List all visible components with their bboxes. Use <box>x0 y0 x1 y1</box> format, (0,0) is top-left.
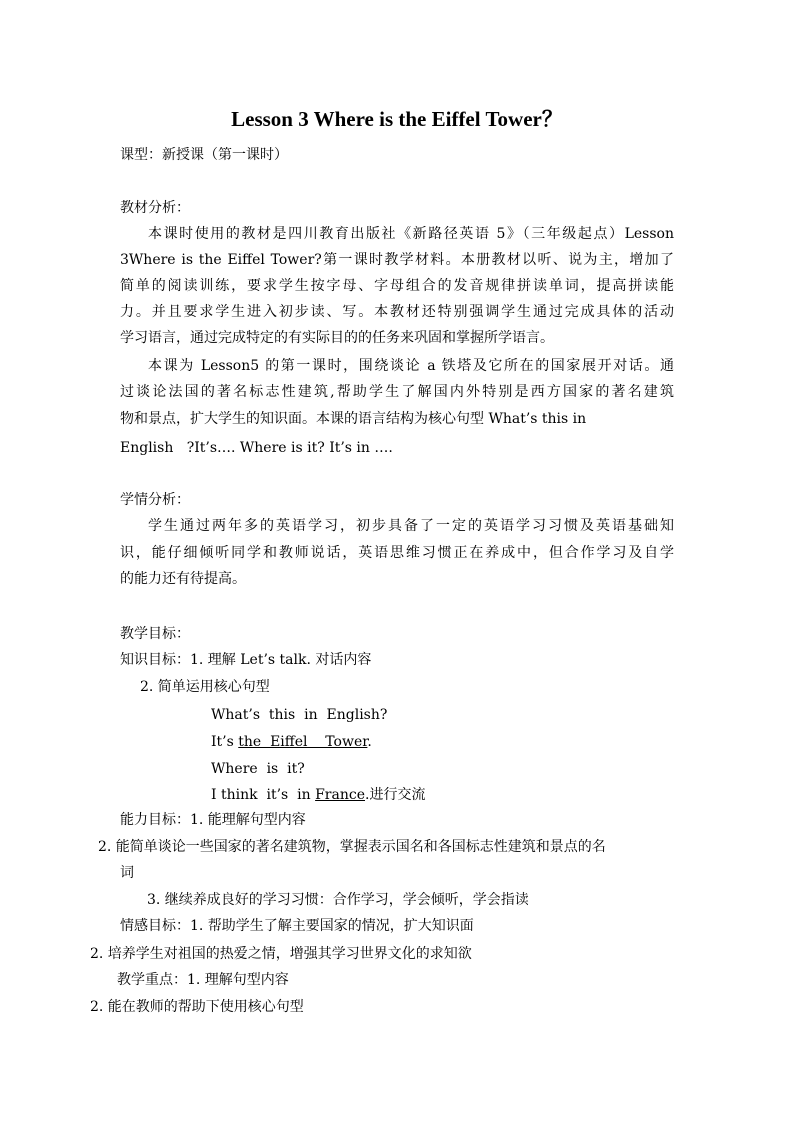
core-sentence-suffix: .进行交流 <box>365 787 426 803</box>
textbook-analysis-line: 简单的阅读训练，要求学生按字母、字母组合的发音规律拼读单词，提高拼读能 <box>120 278 674 294</box>
ability-objective-2-continued: 词 <box>120 865 134 881</box>
objectives-heading: 教学目标： <box>120 626 190 642</box>
textbook-analysis-line: 物和景点，扩大学生的知识面。本课的语言结构为核心句型 What’s this in <box>120 411 587 427</box>
core-sentence-suffix: . <box>367 734 372 750</box>
learner-analysis-line: 的能力还有待提高。 <box>120 571 246 587</box>
ability-objective-2: 2. 能简单谈论一些国家的著名建筑物，掌握表示国名和各国标志性建筑和景点的名 <box>98 839 606 855</box>
knowledge-objective-2: 2. 简单运用核心句型 <box>140 679 270 695</box>
textbook-analysis-line: 本课为 Lesson5 的第一课时，围绕谈论 a 铁塔及它所在的国家展开对话。通 <box>148 358 674 374</box>
learner-analysis-heading: 学情分析： <box>120 492 190 508</box>
underlined-phrase: the Eiffel Tower <box>238 734 368 750</box>
knowledge-objective-1: 知识目标：1. 理解 Let’s talk. 对话内容 <box>120 652 372 668</box>
textbook-analysis-line: 力。并且要求学生进入初步读、写。本教材还特别强调学生通过完成具体的活动 <box>120 304 674 320</box>
core-sentence-prefix: It’s <box>211 734 239 750</box>
core-sentence: Where is it? <box>211 761 305 777</box>
lesson-type: 课型：新授课（第一课时） <box>120 147 288 163</box>
emotion-objective-2: 2. 培养学生对祖国的热爱之情，增强其学习世界文化的求知欲 <box>90 946 472 962</box>
key-point-1: 教学重点：1. 理解句型内容 <box>117 972 289 988</box>
core-sentence <box>211 733 372 751</box>
document-title: Lesson 3 Where is the Eiffel Tower？ <box>231 107 563 131</box>
learner-analysis-line: 识，能仔细倾听同学和教师说话，英语思维习惯正在养成中，但合作学习及自学 <box>120 545 674 561</box>
emotion-objective-1: 情感目标：1. 帮助学生了解主要国家的情况，扩大知识面 <box>120 918 474 934</box>
core-sentence: What’s this in English? <box>211 707 388 723</box>
textbook-analysis-heading: 教材分析： <box>120 200 190 216</box>
textbook-analysis-line: 本课时使用的教材是四川教育出版社《新路径英语 5》（三年级起点）Lesson <box>148 226 674 242</box>
ability-objective-1: 能力目标：1. 能理解句型内容 <box>120 812 306 828</box>
textbook-analysis-line: 3Where is the Eiffel Tower?第一课时教学材料。本册教材以听、说为主，增加了 <box>120 252 674 268</box>
learner-analysis-line: 学生通过两年多的英语学习，初步具备了一定的英语学习习惯及英语基础知 <box>148 518 674 534</box>
textbook-analysis-line: English ?It’s…. Where is it? It’s in …. <box>120 440 393 456</box>
textbook-analysis-line: 过谈论法国的著名标志性建筑,帮助学生了解国内外特别是西方国家的著名建筑 <box>120 384 674 400</box>
core-sentence <box>211 786 425 804</box>
ability-objective-3: 3. 继续养成良好的学习习惯：合作学习，学会倾听，学会指读 <box>147 892 529 908</box>
underlined-phrase: France <box>315 787 365 803</box>
key-point-2: 2. 能在教师的帮助下使用核心句型 <box>90 999 304 1015</box>
textbook-analysis-line: 学习语言，通过完成特定的有实际目的的任务来巩固和掌握所学语言。 <box>120 330 554 346</box>
core-sentence-prefix: I think it’s in <box>211 787 316 803</box>
